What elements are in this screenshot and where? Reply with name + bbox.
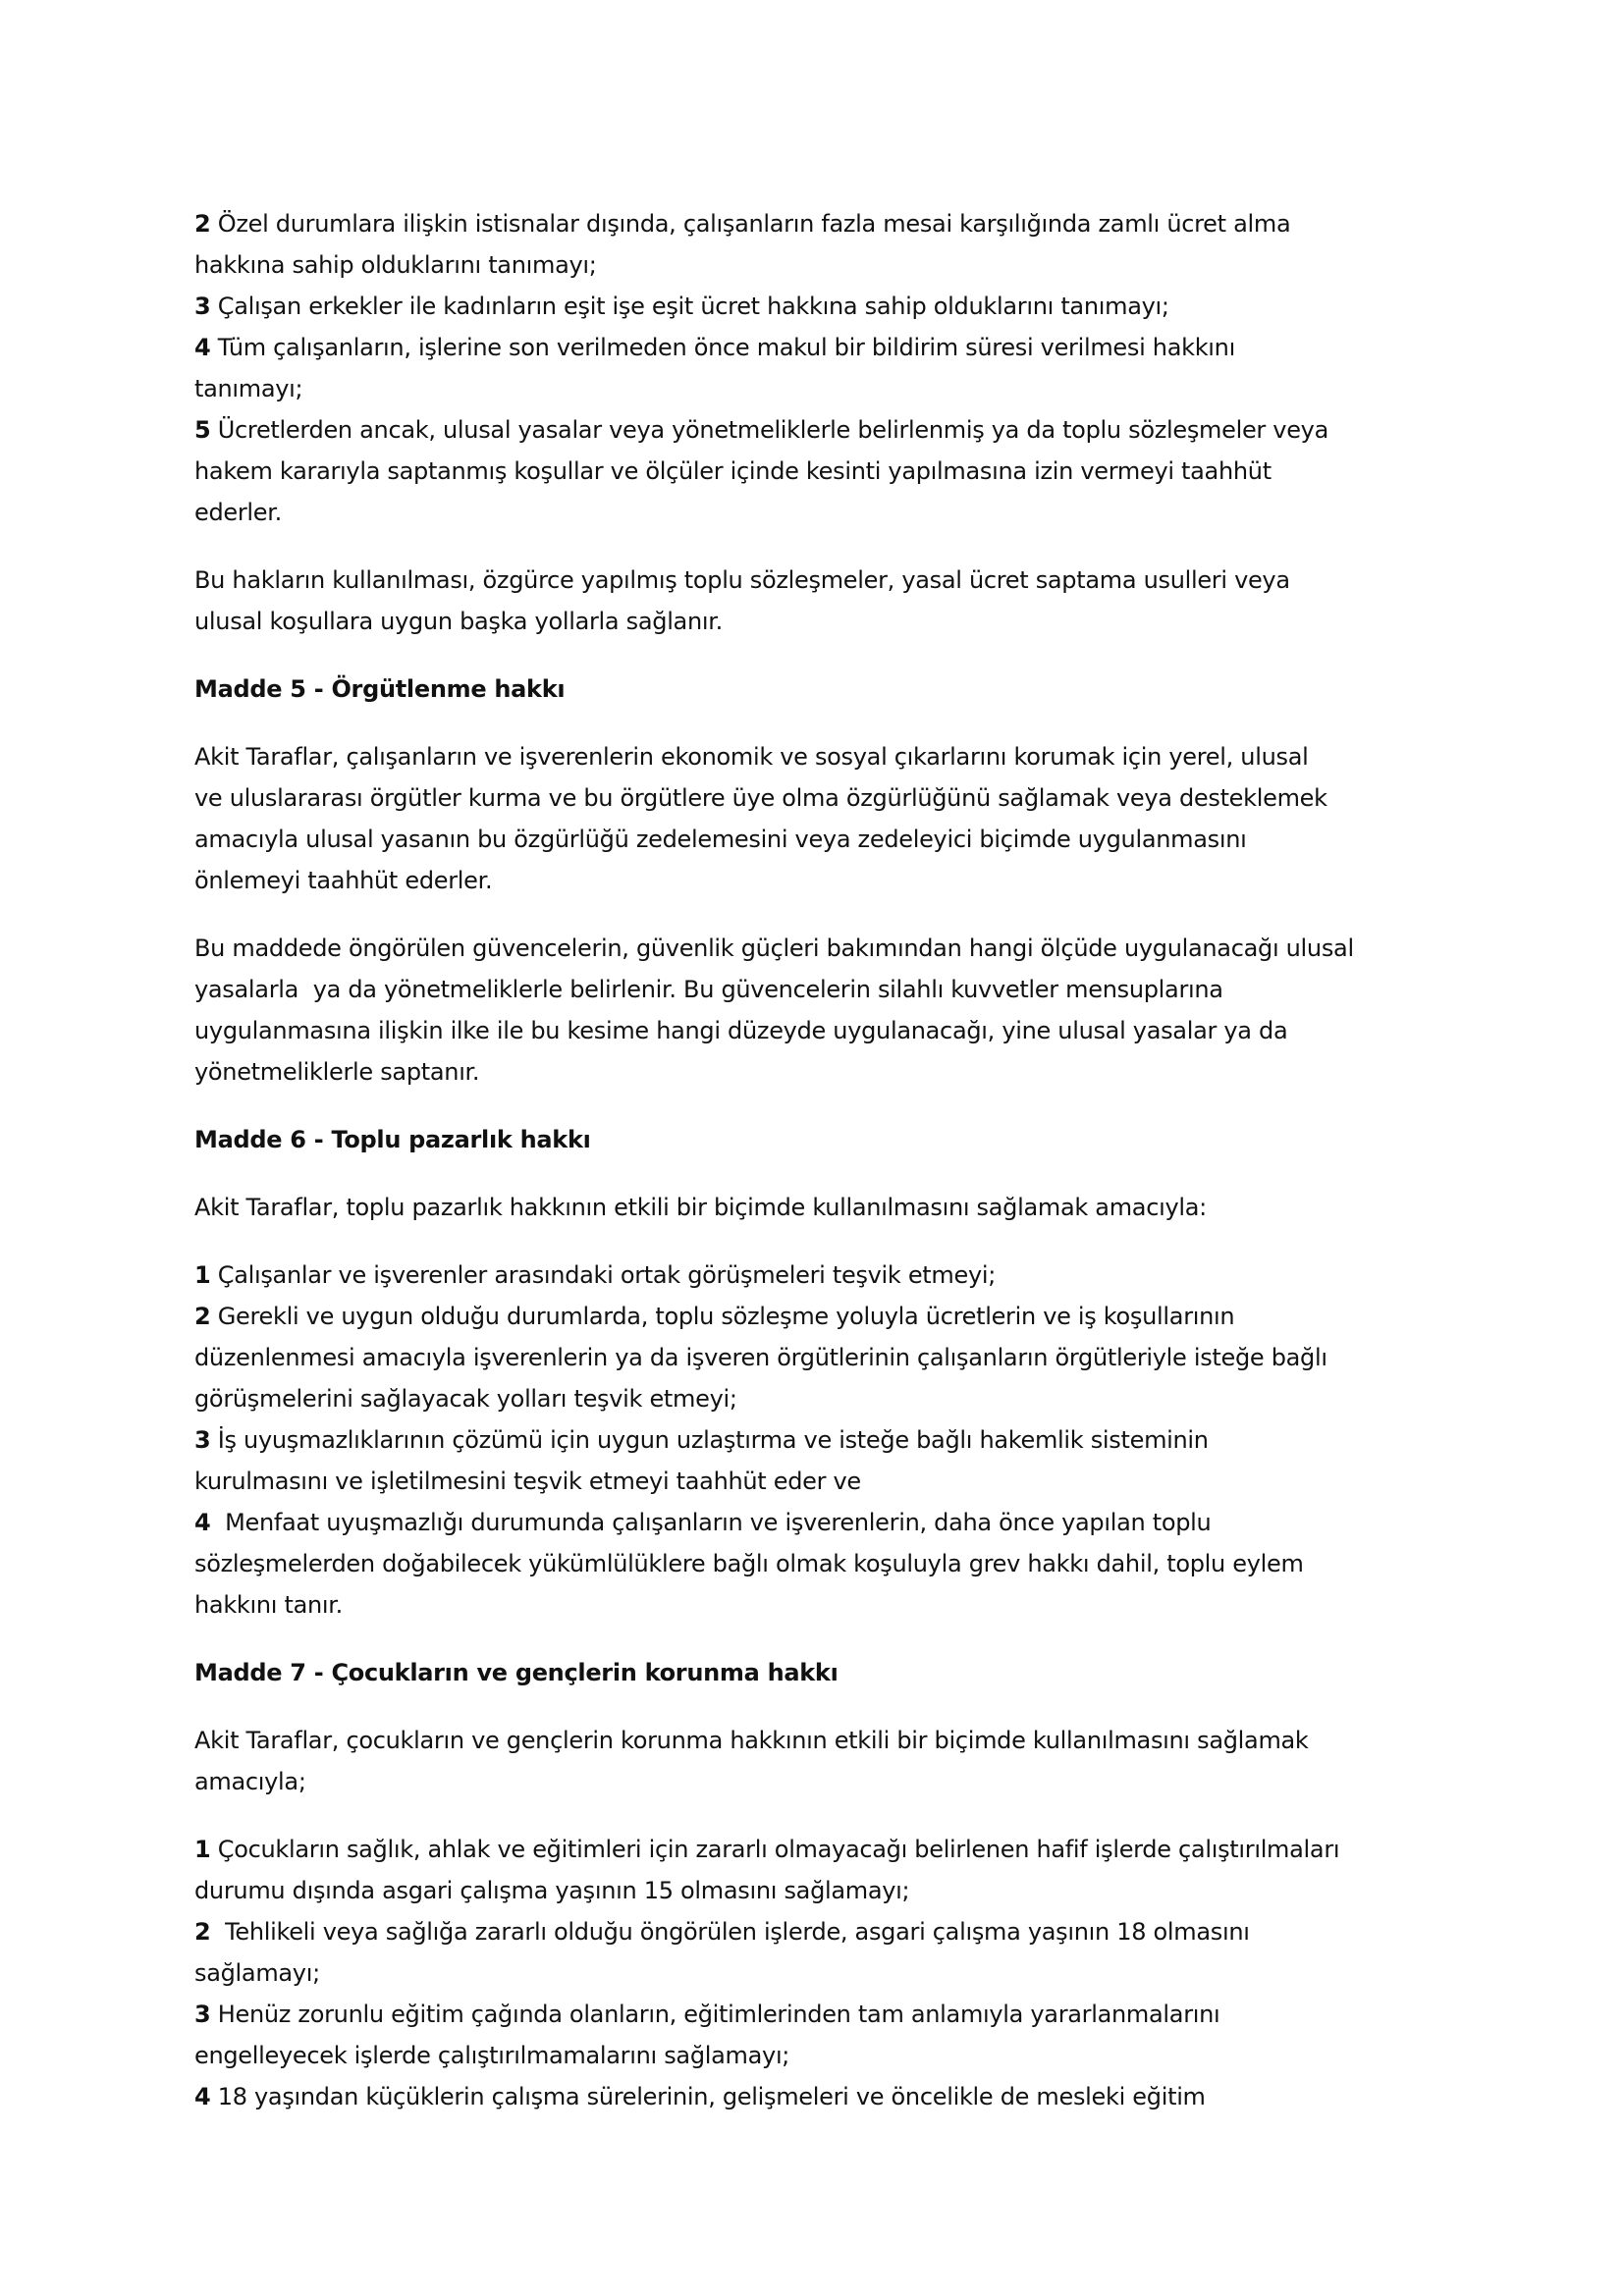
text-line <box>194 1255 1471 1296</box>
list-item <box>194 1502 1471 1626</box>
list-item <box>194 203 1471 286</box>
item-text: İş uyuşmazlıklarının çözümü için uygun uzlaştırma ve isteğe bağlı hakemlik sisteminin <box>217 1426 1209 1454</box>
item-text: hakkını tanır. <box>194 1591 343 1619</box>
item-number: 1 <box>194 1261 211 1289</box>
item-text: Menfaat uyuşmazlığı durumunda çalışanların ve işverenlerin, daha önce yapılan toplu <box>217 1509 1212 1536</box>
list-item <box>194 1255 1471 1296</box>
text-line <box>194 1337 1471 1378</box>
text-line: yönetmeliklerle saptanır. <box>194 1058 480 1086</box>
paragraph <box>194 736 1471 901</box>
text-line: Bu maddede öngörülen güvencelerin, güvenlik güçleri bakımından hangi ölçüde uygulanacağı ulusal <box>194 934 1354 962</box>
item-number: 1 <box>194 1836 211 1863</box>
item-text: Henüz zorunlu eğitim çağında olanların, eğitimlerinden tam anlamıyla yararlanmalarını <box>217 2001 1220 2028</box>
section-heading: Madde 6 - Toplu pazarlık hakkı <box>194 1126 591 1153</box>
item-text: Gerekli ve uygun olduğu durumlarda, toplu sözleşme yoluyla ücretlerin ve iş koşullarının <box>217 1303 1235 1330</box>
section-heading: Madde 7 - Çocukların ve gençlerin korunma hakkı <box>194 1659 839 1686</box>
text-line: önlemeyi taahhüt ederler. <box>194 867 493 894</box>
text-line: amacıyla ulusal yasanın bu özgürlüğü zedelemesini veya zedeleyici biçimde uygulanmasını <box>194 826 1247 853</box>
text-line <box>194 1952 1471 1994</box>
item-text: sağlamayı; <box>194 1959 320 1987</box>
item-number: 3 <box>194 293 211 320</box>
list-item <box>194 2076 1471 2117</box>
text-line: amacıyla; <box>194 1768 306 1795</box>
text-line <box>194 1419 1471 1461</box>
paragraph-spacer <box>194 710 1471 736</box>
text-line <box>194 1584 1471 1626</box>
text-line <box>194 1543 1471 1584</box>
paragraph-spacer <box>194 901 1471 928</box>
item-text: Çalışanlar ve işverenler arasındaki ortak görüşmeleri teşvik etmeyi; <box>217 1261 997 1289</box>
text-line: uygulanmasına ilişkin ilke ile bu kesime hangi düzeyde uygulanacağı, yine ulusal yasalar ya da <box>194 1017 1288 1044</box>
paragraph <box>194 928 1471 1093</box>
item-text: Çocukların sağlık, ahlak ve eğitimleri için zararlı olmayacağı belirlenen hafif işlerde çalıştırılmaları <box>217 1836 1340 1863</box>
item-text: sözleşmelerden doğabilecek yükümlülüklere bağlı olmak koşuluyla grev hakkı dahil, toplu eylem <box>194 1550 1304 1577</box>
item-text: Çalışan erkekler ile kadınların eşit işe eşit ücret hakkına sahip olduklarını tanımayı; <box>217 293 1169 320</box>
text-line <box>194 492 1471 533</box>
text-line <box>194 327 1471 368</box>
text-line: Akit Taraflar, çocukların ve gençlerin korunma hakkının etkili bir biçimde kullanılmasını sağlamak <box>194 1727 1309 1754</box>
paragraph <box>194 1187 1471 1228</box>
text-line: ulusal koşullara uygun başka yollarla sağlanır. <box>194 608 723 635</box>
item-number: 3 <box>194 1426 211 1454</box>
text-line <box>194 1378 1471 1419</box>
item-text: durumu dışında asgari çalışma yaşının 15 olmasını sağlamayı; <box>194 1877 910 1904</box>
paragraph-spacer <box>194 1626 1471 1652</box>
list-item <box>194 1994 1471 2076</box>
list-item <box>194 409 1471 533</box>
item-text: Tüm çalışanların, işlerine son verilmeden önce makul bir bildirim süresi verilmesi hakkını <box>217 334 1235 361</box>
item-number: 4 <box>194 334 211 361</box>
text-line: Akit Taraflar, çalışanların ve işverenlerin ekonomik ve sosyal çıkarlarını korumak için yerel, ulusal <box>194 743 1309 771</box>
text-line <box>194 1911 1471 1952</box>
item-text: Ücretlerden ancak, ulusal yasalar veya yönetmeliklerle belirlenmiş ya da toplu sözleşmeler veya <box>217 416 1328 444</box>
paragraph-spacer <box>194 1802 1471 1829</box>
text-line <box>194 451 1471 492</box>
paragraph <box>194 1720 1471 1802</box>
item-text: düzenlenmesi amacıyla işverenlerin ya da işveren örgütlerinin çalışanların örgütleriyle isteğe bağlı <box>194 1344 1327 1371</box>
list-item <box>194 1419 1471 1502</box>
paragraph-spacer <box>194 1093 1471 1119</box>
item-number: 4 <box>194 2083 211 2110</box>
text-line <box>194 1829 1471 1870</box>
numbered-list <box>194 1255 1471 1626</box>
paragraph <box>194 560 1471 642</box>
text-line <box>194 1461 1471 1502</box>
numbered-list <box>194 1829 1471 2117</box>
list-item <box>194 1296 1471 1419</box>
item-text: tanımayı; <box>194 375 303 402</box>
paragraph-spacer <box>194 1693 1471 1720</box>
item-text: engelleyecek işlerde çalıştırılmamalarını sağlamayı; <box>194 2042 790 2069</box>
paragraph-spacer <box>194 1160 1471 1187</box>
text-line <box>194 2076 1471 2117</box>
text-line: ve uluslararası örgütler kurma ve bu örgütlere üye olma özgürlüğünü sağlamak veya desteklemek <box>194 784 1327 812</box>
text-line <box>194 2035 1471 2076</box>
item-number: 5 <box>194 416 211 444</box>
item-number: 4 <box>194 1509 211 1536</box>
text-line <box>194 409 1471 451</box>
text-line: Akit Taraflar, toplu pazarlık hakkının etkili bir biçimde kullanılmasını sağlamak amacıyla: <box>194 1194 1207 1221</box>
text-line <box>194 368 1471 409</box>
paragraph-spacer <box>194 533 1471 560</box>
text-line: Bu hakların kullanılması, özgürce yapılmış toplu sözleşmeler, yasal ücret saptama usulleri veya <box>194 566 1290 594</box>
item-number: 2 <box>194 1303 211 1330</box>
text-line <box>194 244 1471 286</box>
section-heading: Madde 5 - Örgütlenme hakkı <box>194 675 566 703</box>
text-line <box>194 1870 1471 1911</box>
item-text: Tehlikeli veya sağlığa zararlı olduğu öngörülen işlerde, asgari çalışma yaşının 18 olmasını <box>217 1918 1250 1946</box>
text-line <box>194 1502 1471 1543</box>
text-line <box>194 203 1471 244</box>
numbered-list <box>194 203 1471 533</box>
item-text: 18 yaşından küçüklerin çalışma sürelerinin, gelişmeleri ve öncelikle de mesleki eğitim <box>217 2083 1206 2110</box>
item-text: Özel durumlara ilişkin istisnalar dışında, çalışanların fazla mesai karşılığında zamlı ücret alma <box>217 210 1291 238</box>
text-line <box>194 286 1471 327</box>
item-text: hakkına sahip olduklarını tanımayı; <box>194 251 597 279</box>
list-item <box>194 1829 1471 1911</box>
list-item <box>194 286 1471 327</box>
list-item <box>194 327 1471 409</box>
item-text: görüşmelerini sağlayacak yolları teşvik etmeyi; <box>194 1385 737 1413</box>
text-line: yasalarla ya da yönetmeliklerle belirlenir. Bu güvencelerin silahlı kuvvetler mensuplarına <box>194 976 1223 1003</box>
item-text: hakem kararıyla saptanmış koşullar ve ölçüler içinde kesinti yapılmasına izin vermeyi taahhüt <box>194 457 1272 485</box>
item-number: 2 <box>194 210 211 238</box>
list-item <box>194 1911 1471 1994</box>
item-number: 3 <box>194 2001 211 2028</box>
item-text: kurulmasını ve işletilmesini teşvik etmeyi taahhüt eder ve <box>194 1468 861 1495</box>
text-line <box>194 1296 1471 1337</box>
text-line <box>194 1994 1471 2035</box>
paragraph-spacer <box>194 1228 1471 1255</box>
item-number: 2 <box>194 1918 211 1946</box>
document-page <box>194 203 1471 2117</box>
paragraph-spacer <box>194 642 1471 668</box>
item-text: ederler. <box>194 499 282 526</box>
